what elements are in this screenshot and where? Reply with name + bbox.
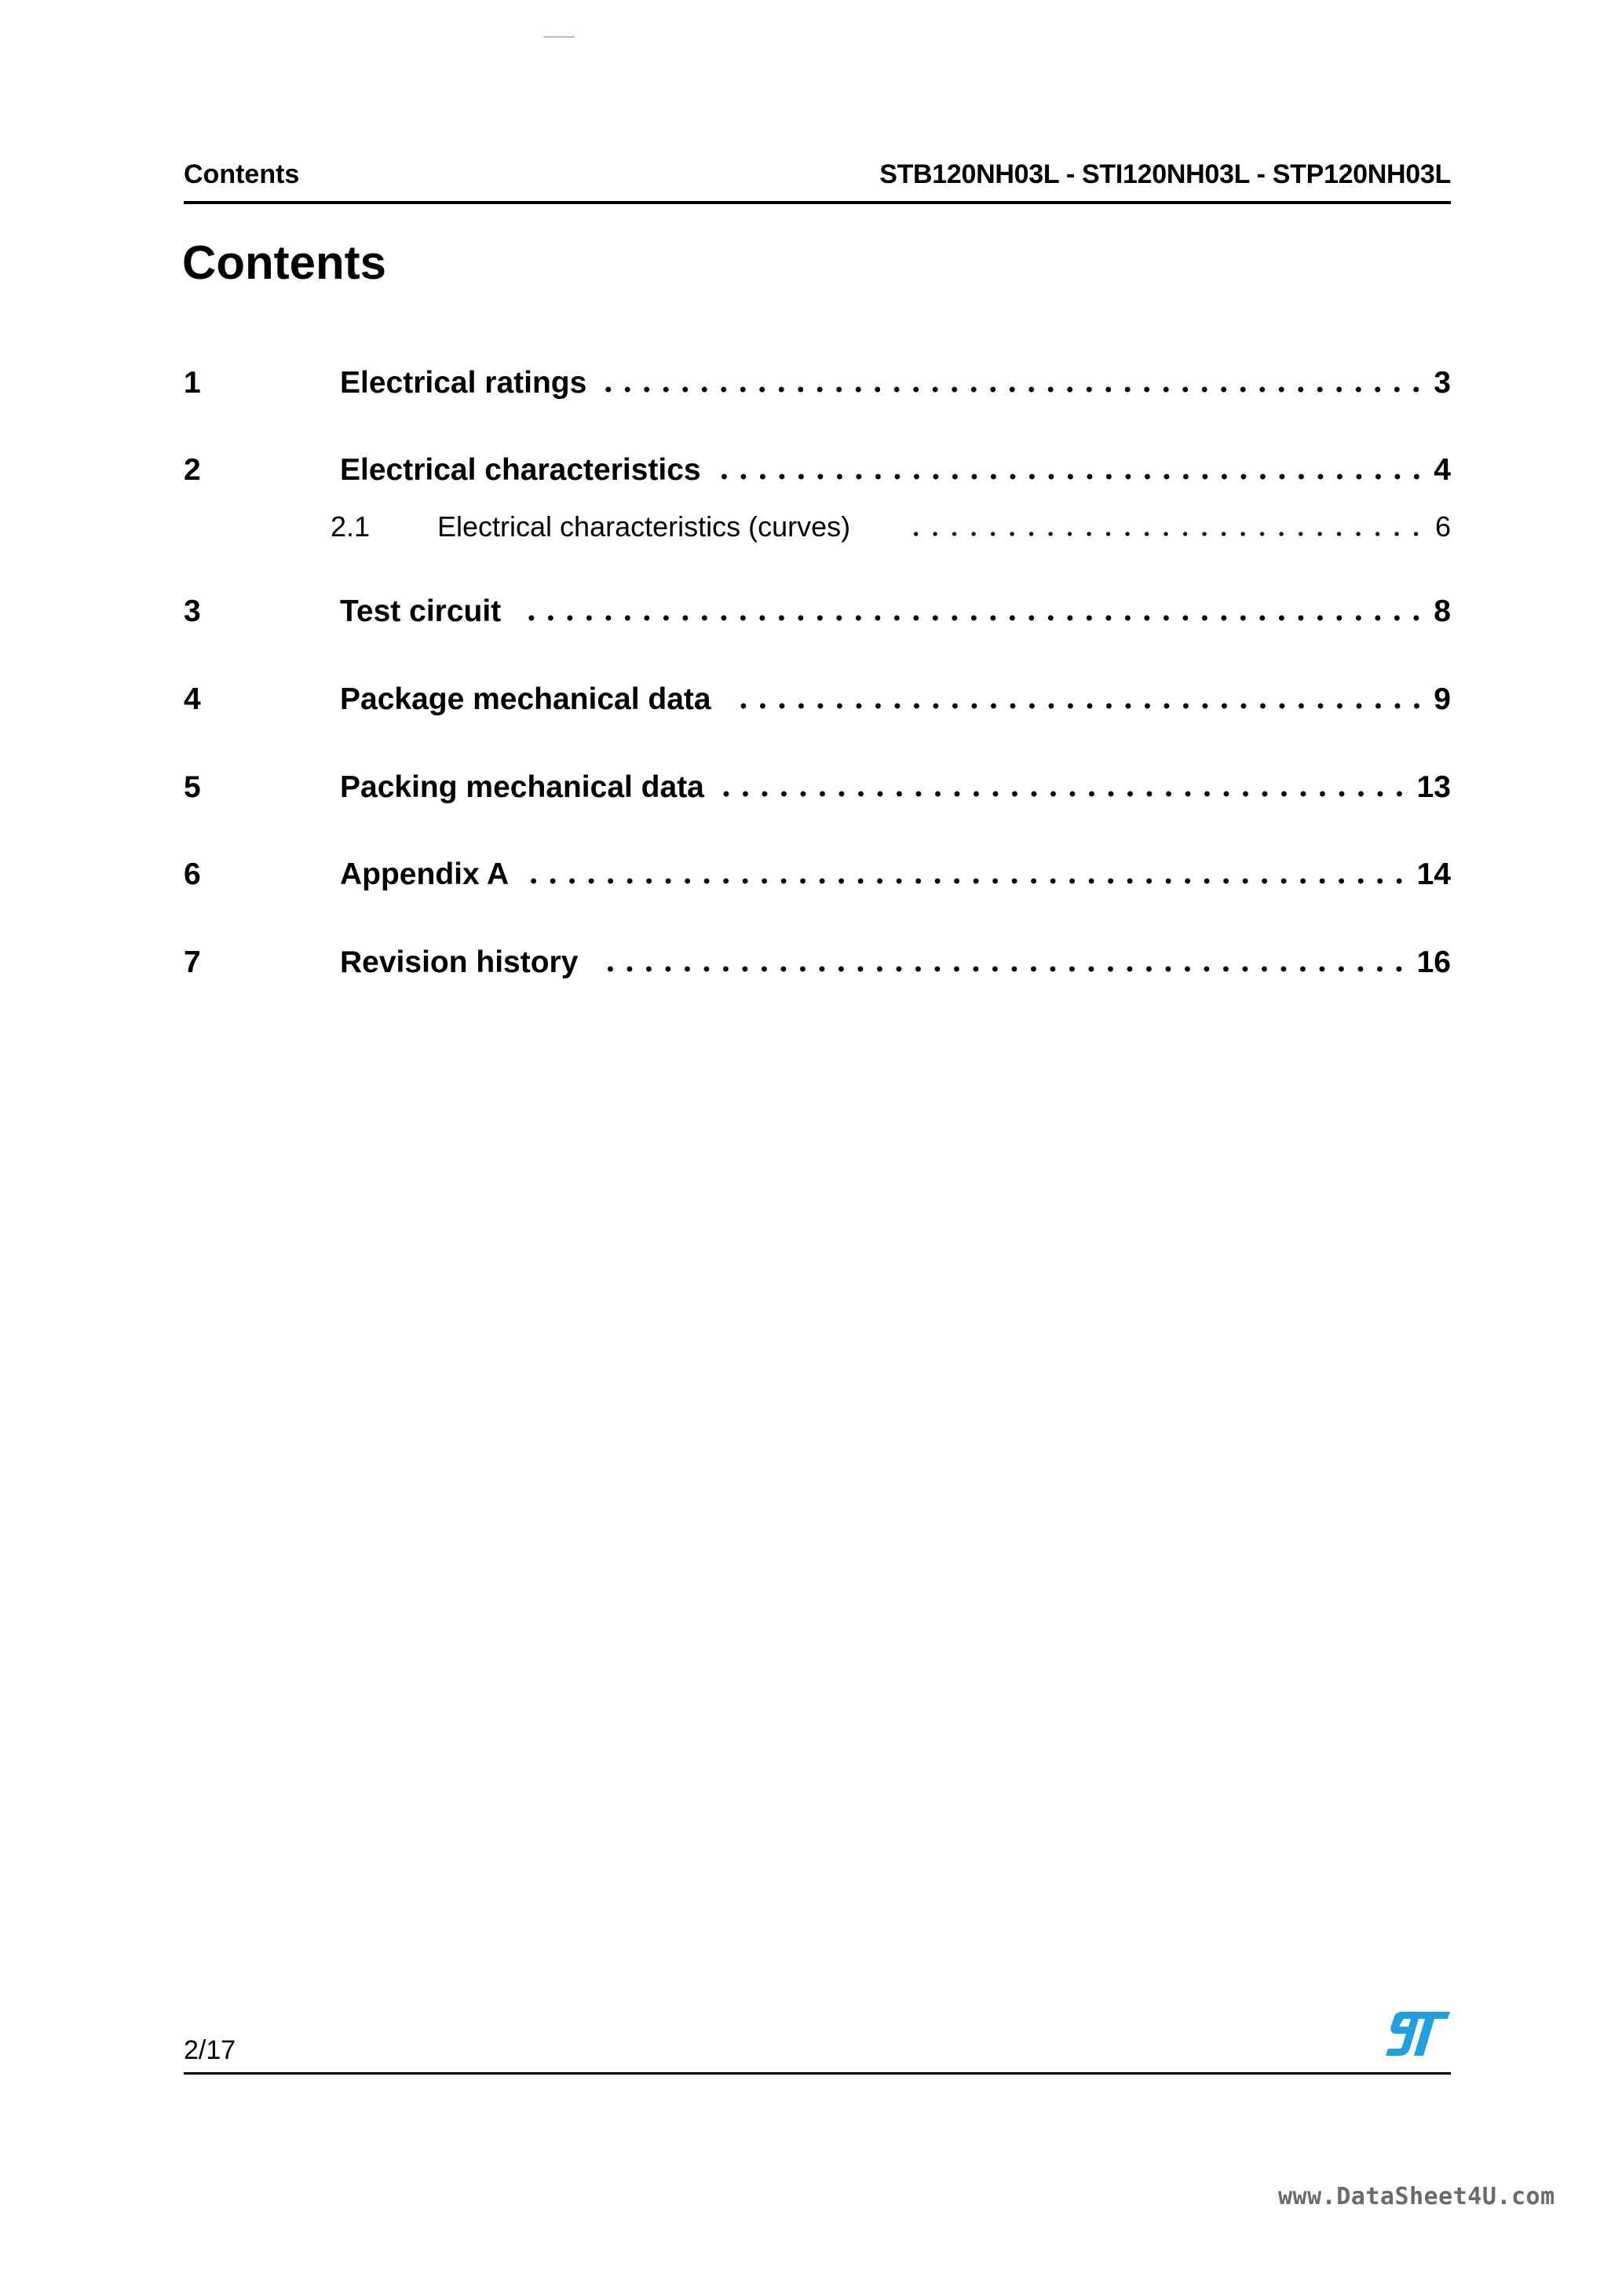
toc-entry-page[interactable]: 8 <box>1434 594 1451 628</box>
toc-entry-1[interactable] <box>184 366 1451 405</box>
toc-entry-number: 4 <box>184 682 201 716</box>
dot-leader <box>605 386 1426 393</box>
running-header-section: Contents <box>184 159 300 189</box>
dot-leader <box>520 615 1426 621</box>
watermark-link[interactable]: www.DataSheet4U.com <box>1278 2183 1555 2210</box>
toc-subentry-2-1[interactable] <box>331 510 1451 547</box>
toc-entry-number: 5 <box>184 770 201 804</box>
toc-entry-title[interactable]: Electrical ratings <box>340 366 587 400</box>
toc-entry-title[interactable]: Revision history <box>340 945 579 979</box>
toc-entry-title[interactable]: Electrical characteristics <box>340 453 701 487</box>
toc-entry-number: 7 <box>184 945 201 979</box>
dot-leader <box>720 473 1427 480</box>
toc-subentry-title[interactable]: Electrical characteristics (curves) <box>437 510 851 543</box>
toc-entry-number: 1 <box>184 366 201 400</box>
dot-leader <box>905 532 1426 536</box>
toc-entry-number: 6 <box>184 857 201 891</box>
toc-entry-6[interactable] <box>184 857 1451 897</box>
toc-entry-title[interactable]: Appendix A <box>340 857 510 891</box>
dot-leader <box>597 966 1408 972</box>
toc-entry-2[interactable] <box>184 453 1451 492</box>
toc-entry-title[interactable]: Package mechanical data <box>340 682 711 716</box>
toc-entry-title[interactable]: Test circuit <box>340 594 502 628</box>
dot-leader <box>723 791 1409 797</box>
dot-leader <box>730 703 1427 709</box>
running-header-part-numbers: STB120NH03L - STI120NH03L - STP120NH03L <box>879 159 1451 189</box>
toc-entry-page[interactable]: 4 <box>1434 453 1451 487</box>
toc-entry-5[interactable] <box>184 770 1451 810</box>
toc-entry-page[interactable]: 14 <box>1416 857 1451 891</box>
toc-entry-page[interactable]: 16 <box>1416 945 1451 979</box>
toc-entry-title[interactable]: Packing mechanical data <box>340 770 704 804</box>
scan-artifact-mark <box>543 36 575 38</box>
toc-subentry-number: 2.1 <box>331 510 371 543</box>
toc-entry-page[interactable]: 13 <box>1416 770 1451 804</box>
toc-entry-4[interactable] <box>184 682 1451 722</box>
toc-entry-3[interactable] <box>184 594 1451 634</box>
st-logo-icon <box>1386 2012 1450 2056</box>
footer-rule <box>184 2072 1451 2075</box>
toc-subentry-page[interactable]: 6 <box>1434 510 1451 543</box>
toc-entry-page[interactable]: 3 <box>1434 366 1451 400</box>
page-title: Contents <box>182 236 386 289</box>
toc-entry-number: 3 <box>184 594 201 628</box>
page-number: 2/17 <box>184 2035 236 2065</box>
header-rule <box>184 201 1451 204</box>
toc-entry-page[interactable]: 9 <box>1434 682 1451 716</box>
dot-leader <box>528 878 1408 884</box>
toc-entry-7[interactable] <box>184 945 1451 985</box>
toc-entry-number: 2 <box>184 453 201 487</box>
